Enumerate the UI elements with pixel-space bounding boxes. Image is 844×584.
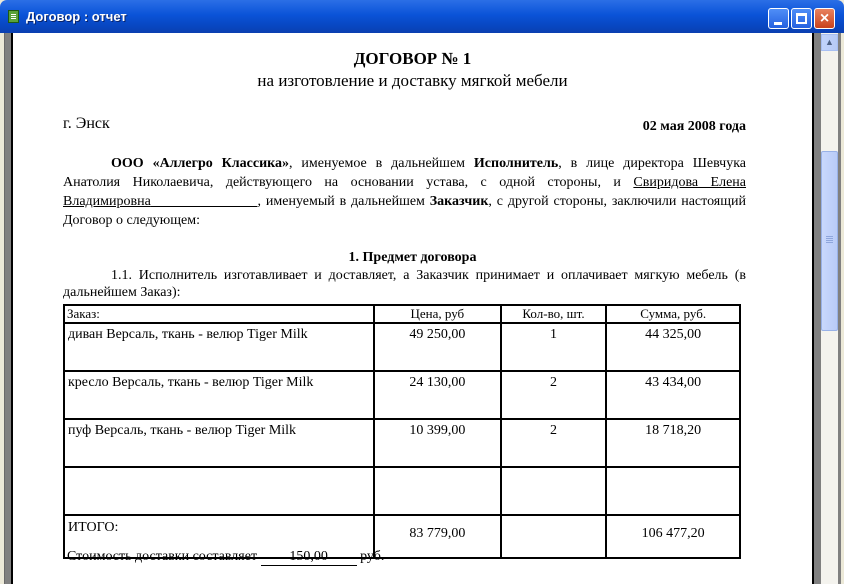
delivery-label: Стоимость доставки составляет xyxy=(67,549,258,564)
chevron-up-icon: ▲ xyxy=(825,37,834,47)
table-row-empty xyxy=(64,467,740,515)
item-sum: 43 434,00 xyxy=(606,371,740,419)
order-table xyxy=(63,304,741,559)
total-qty xyxy=(501,515,607,558)
close-icon: × xyxy=(819,10,830,27)
contract-date: 02 мая 2008 года xyxy=(642,119,746,134)
item-price xyxy=(374,467,501,515)
table-row xyxy=(64,419,740,467)
window-title: Договор : отчет xyxy=(26,9,127,24)
report-viewport xyxy=(4,33,841,584)
item-price: 10 399,00 xyxy=(374,419,501,467)
minimize-icon xyxy=(774,22,782,25)
header-qty: Кол-во, шт. xyxy=(501,305,607,323)
item-qty: 1 xyxy=(501,323,607,371)
header-sum: Сумма, руб. xyxy=(606,305,740,323)
table-row xyxy=(64,323,740,371)
total-sum: 106 477,20 xyxy=(606,515,740,558)
table-header-row xyxy=(64,305,740,323)
item-sum xyxy=(606,467,740,515)
delivery-cost-line xyxy=(67,549,384,566)
close-button[interactable] xyxy=(814,8,835,29)
vertical-scrollbar[interactable] xyxy=(821,33,838,584)
table-row xyxy=(64,371,740,419)
contract-city: г. Энск xyxy=(63,115,110,132)
total-label: ИТОГО: xyxy=(64,515,374,558)
intro-text-4: , с другой стороны, заключили настоящий Договор о следующем: xyxy=(63,194,747,228)
header-price: Цена, руб xyxy=(374,305,501,323)
item-name: пуф Версаль, ткань - велюр Tiger Milk xyxy=(64,419,374,467)
title-bar[interactable] xyxy=(0,0,844,33)
item-price: 24 130,00 xyxy=(374,371,501,419)
minimize-button[interactable] xyxy=(768,8,789,29)
executor-label: Исполнитель xyxy=(473,156,559,171)
delivery-unit: руб. xyxy=(360,549,385,564)
item-qty: 2 xyxy=(501,419,607,467)
clause-1-1: 1.1. Исполнитель изготавливает и доставляет, а Заказчик принимает и оплачивает мягкую мебель (в дальнейшем Заказ): xyxy=(63,268,746,300)
item-sum: 44 325,00 xyxy=(606,323,740,371)
report-app-icon xyxy=(8,10,19,23)
maximize-button[interactable] xyxy=(791,8,812,29)
item-name: кресло Версаль, ткань - велюр Tiger Milk xyxy=(64,371,374,419)
header-order: Заказ: xyxy=(64,305,374,323)
intro-text-1: , именуемое в дальнейшем xyxy=(289,156,474,171)
item-name: диван Версаль, ткань - велюр Tiger Milk xyxy=(64,323,374,371)
contract-subtitle: на изготовление и доставку мягкой мебели xyxy=(257,71,568,90)
scroll-up-button[interactable] xyxy=(821,34,838,51)
item-qty: 2 xyxy=(501,371,607,419)
total-price: 83 779,00 xyxy=(374,515,501,558)
scroll-thumb[interactable] xyxy=(821,151,838,331)
section-title: 1. Предмет договора xyxy=(348,250,477,265)
intro-paragraph xyxy=(63,154,746,230)
intro-text-2: , в лице директора Шевчука Анатолия Николаевича, действующего на основании устава, с одной стороны, и xyxy=(63,156,746,190)
item-price: 49 250,00 xyxy=(374,323,501,371)
company-name: ООО «Аллегро Классика» xyxy=(111,156,289,171)
customer-name: Свиридова Елена Владимировна xyxy=(63,175,747,209)
item-name xyxy=(64,467,374,515)
contract-title: ДОГОВОР № 1 xyxy=(353,49,472,68)
maximize-icon xyxy=(796,13,807,24)
customer-label: Заказчик xyxy=(429,194,489,209)
delivery-value: 150,00 xyxy=(261,549,357,566)
report-page xyxy=(11,33,814,584)
item-qty xyxy=(501,467,607,515)
intro-text-3: , именуемый в дальнейшем xyxy=(257,194,430,209)
item-sum: 18 718,20 xyxy=(606,419,740,467)
grip-icon xyxy=(826,236,833,237)
